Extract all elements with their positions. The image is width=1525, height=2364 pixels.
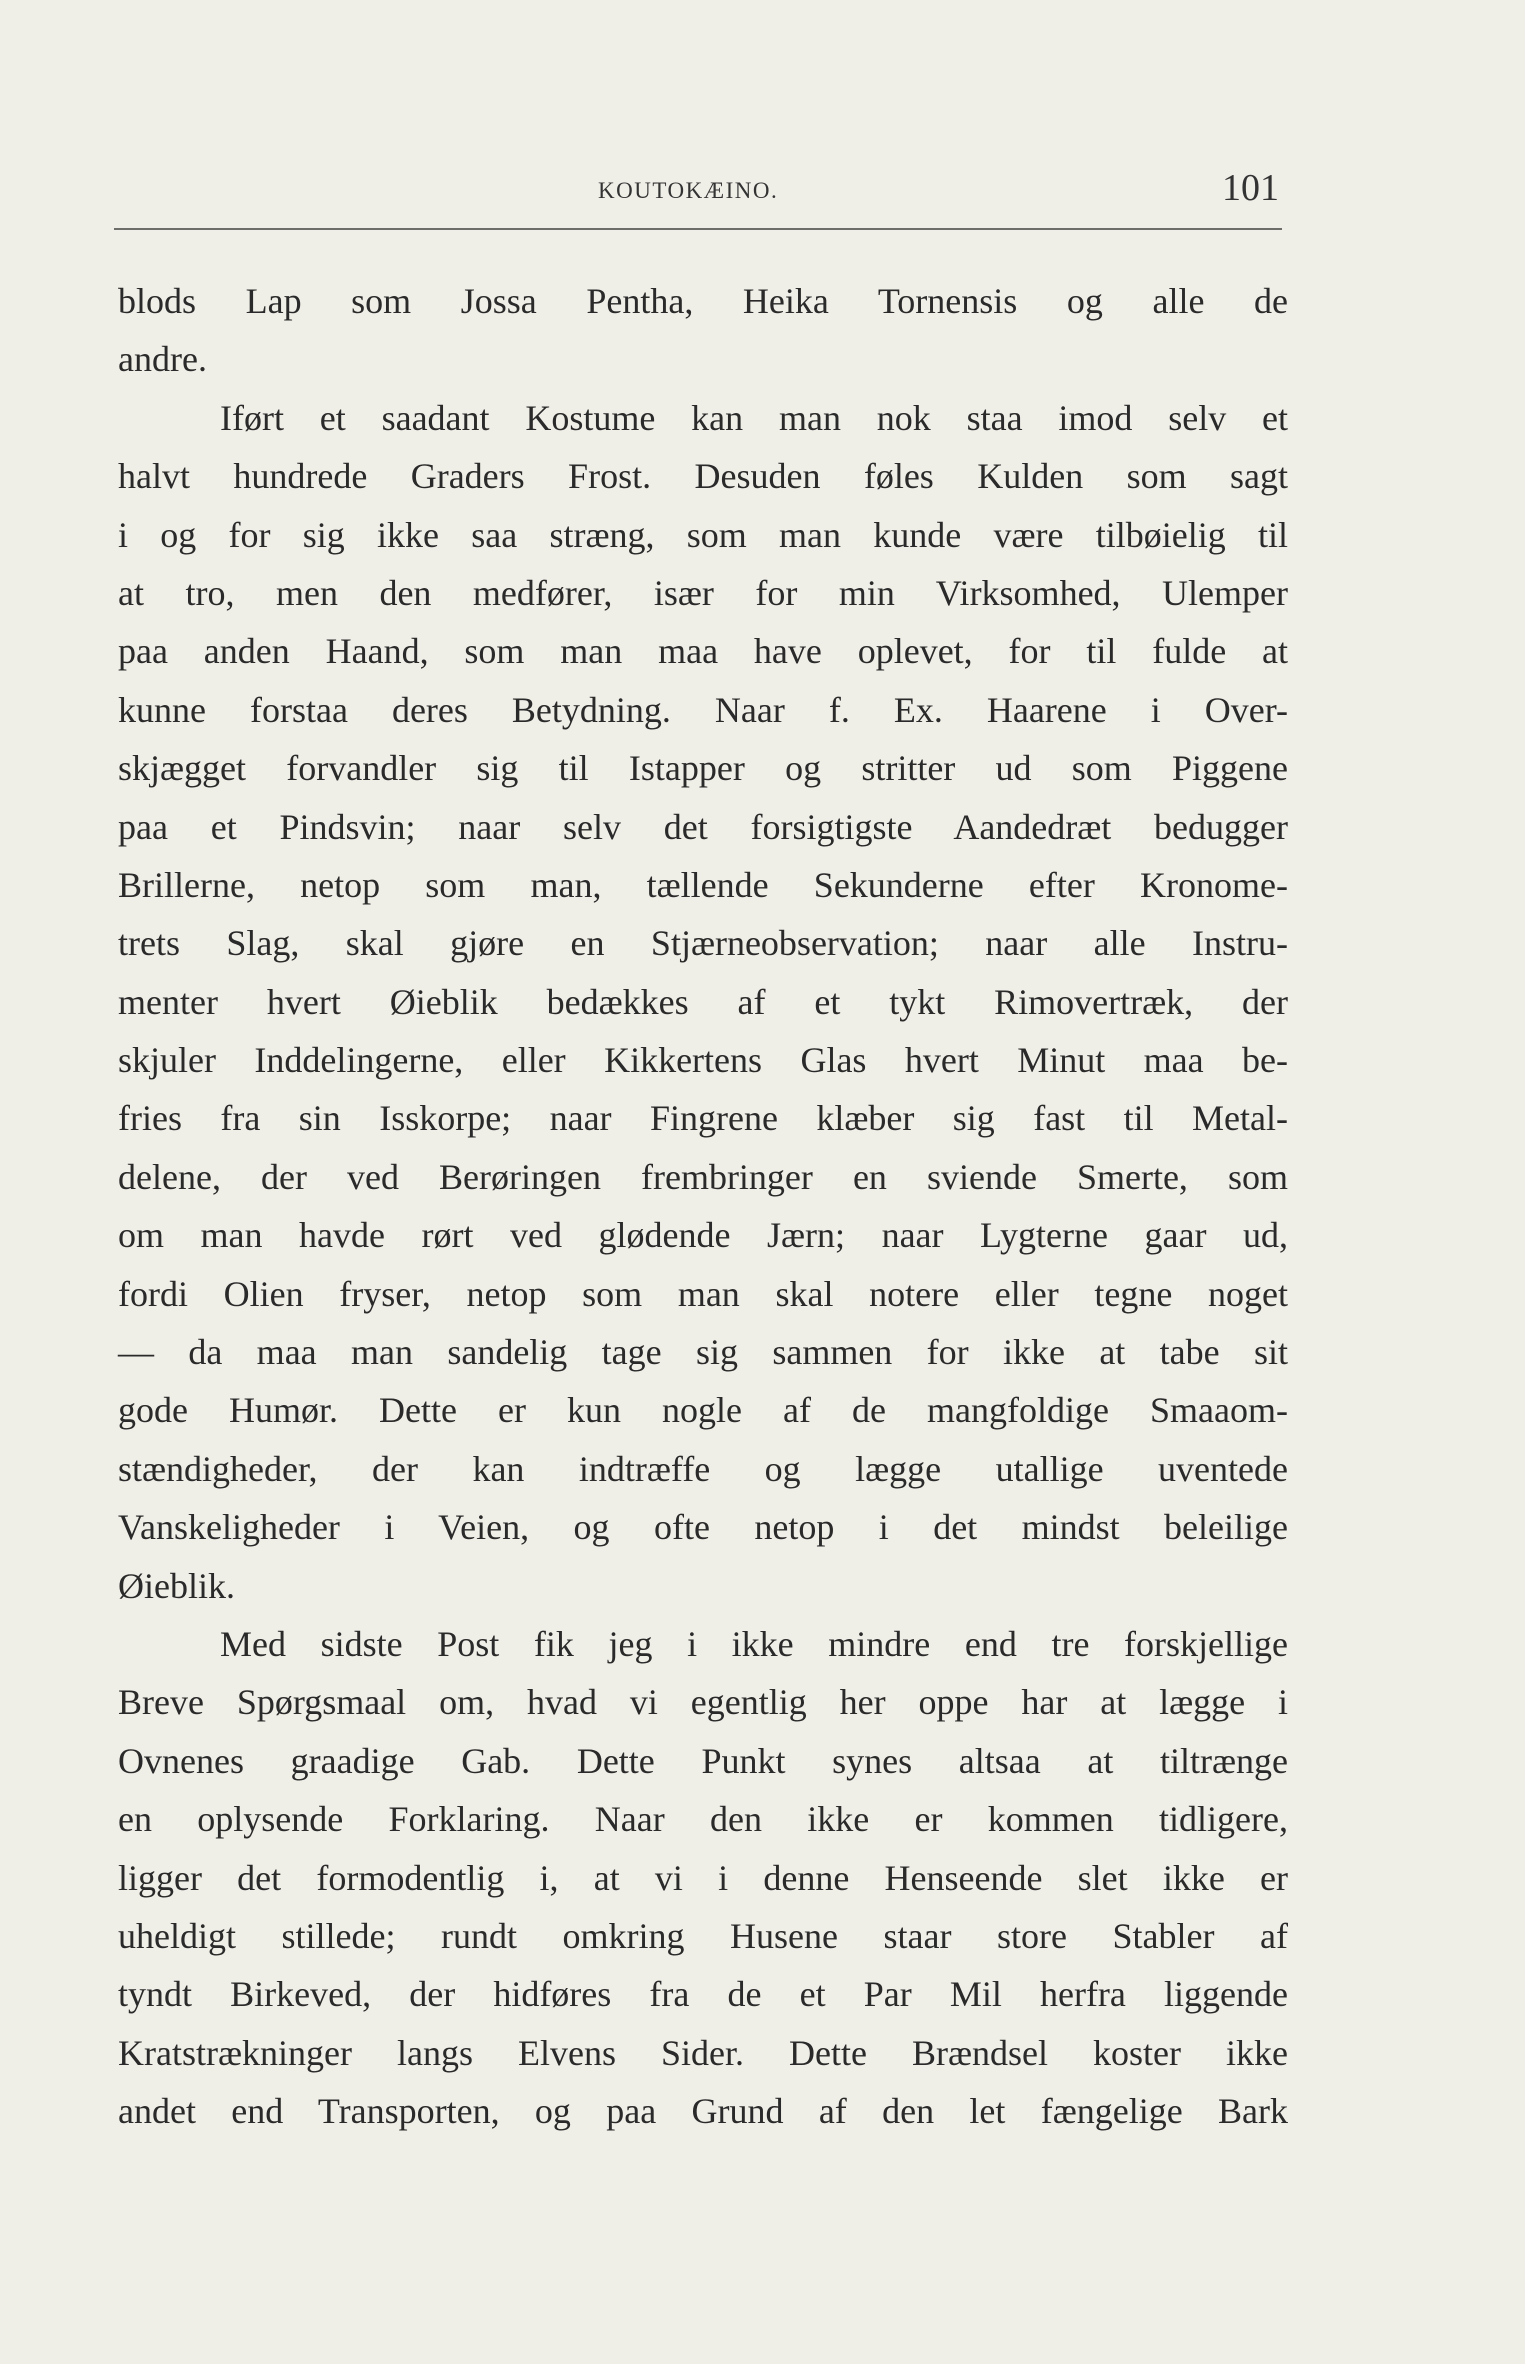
text-line: paa et Pindsvin; naar selv det forsigtigste Aandedræt bedugger	[118, 806, 1288, 847]
page-number: 101	[1222, 167, 1279, 209]
text-line: — da maa man sandelig tage sig sammen for ikke at tabe sit	[118, 1332, 1288, 1373]
text-line: at tro, men den medfører, især for min Virksomhed, Ulemper	[118, 572, 1288, 613]
text-line: delene, der ved Berøringen frembringer en sviende Smerte, som	[118, 1156, 1288, 1197]
text-line: paa anden Haand, som man maa have oplevet, for til fulde at	[118, 631, 1288, 672]
running-head-title: KOUTOKÆINO.	[598, 178, 779, 203]
text-line: fordi Olien fryser, netop som man skal notere eller tegne noget	[118, 1273, 1288, 1314]
text-line: fries fra sin Isskorpe; naar Fingrene klæber sig fast til Metal-	[118, 1098, 1288, 1139]
body-text	[118, 272, 1288, 2141]
header-rule	[114, 228, 1282, 230]
text-line: gode Humør. Dette er kun nogle af de mangfoldige Smaaom-	[118, 1390, 1288, 1431]
text-line: om man havde rørt ved glødende Jærn; naar Lygterne gaar ud,	[118, 1215, 1288, 1256]
text-line: Med sidste Post fik jeg i ikke mindre end tre forskjellige	[220, 1623, 1288, 1664]
text-line: Øieblik.	[118, 1565, 235, 1606]
text-line: trets Slag, skal gjøre en Stjærneobservation; naar alle Instru-	[118, 923, 1288, 964]
text-line: Kratstrækninger langs Elvens Sider. Dette Brændsel koster ikke	[118, 2032, 1288, 2073]
text-line: Breve Spørgsmaal om, hvad vi egentlig her oppe har at lægge i	[118, 1682, 1288, 1723]
text-line: en oplysende Forklaring. Naar den ikke er kommen tidligere,	[118, 1799, 1288, 1840]
text-line: Brillerne, netop som man, tællende Sekunderne efter Kronome-	[118, 864, 1288, 905]
text-line: andre.	[118, 339, 207, 380]
text-line: kunne forstaa deres Betydning. Naar f. Ex. Haarene i Over-	[118, 689, 1288, 730]
text-line: Ovnenes graadige Gab. Dette Punkt synes altsaa at tiltrænge	[118, 1740, 1288, 1781]
text-line: ligger det formodentlig i, at vi i denne Henseende slet ikke er	[118, 1857, 1288, 1898]
text-line: skjægget forvandler sig til Istapper og stritter ud som Piggene	[118, 748, 1288, 789]
text-line: Iført et saadant Kostume kan man nok staa imod selv et	[220, 397, 1288, 438]
text-line: uheldigt stillede; rundt omkring Husene staar store Stabler af	[118, 1915, 1288, 1956]
text-line: tyndt Birkeved, der hidføres fra de et Par Mil herfra liggende	[118, 1974, 1288, 2015]
text-line: stændigheder, der kan indtræffe og lægge utallige uventede	[118, 1448, 1288, 1489]
text-line: menter hvert Øieblik bedækkes af et tykt Rimovertræk, der	[118, 981, 1288, 1022]
text-line: blods Lap som Jossa Pentha, Heika Tornensis og alle de	[118, 281, 1288, 321]
text-line: andet end Transporten, og paa Grund af den let fængelige Bark	[118, 2091, 1288, 2132]
running-head	[0, 166, 1525, 209]
text-line: skjuler Inddelingerne, eller Kikkertens Glas hvert Minut maa be-	[118, 1040, 1288, 1081]
text-line: Vanskeligheder i Veien, og ofte netop i det mindst beleilige	[118, 1507, 1288, 1548]
text-line: halvt hundrede Graders Frost. Desuden føles Kulden som sagt	[118, 456, 1288, 497]
text-line: i og for sig ikke saa stræng, som man kunde være tilbøielig til	[118, 514, 1288, 555]
